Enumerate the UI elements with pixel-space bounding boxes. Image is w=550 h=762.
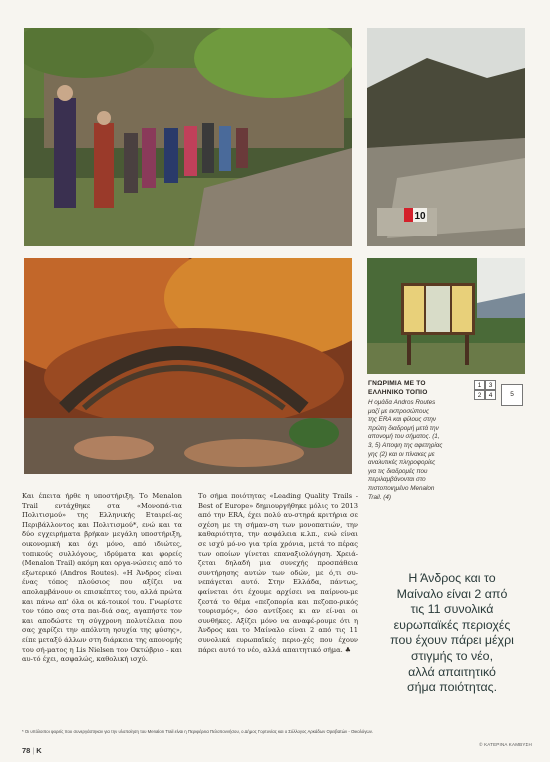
legend-cell-3: 3 xyxy=(485,380,496,390)
stone-path-marker-photo xyxy=(367,28,525,246)
trail-info-sign-photo xyxy=(367,258,525,374)
caption-text: Η ομάδα Andros Routes μαζί με εκπροσώπους της ERA και φίλους στην πρώτη διαδρομή μετά την απονομή του σήματος. (1, 3, 5) Αποψη της αφετηρίας γης (2) και οι πίνακες με αναλυτικές πληροφορίες για τις διαδρομές που περιλαμβάνονται στο πιστοποιημένο Menalon Trail. (4) xyxy=(368,399,443,501)
magazine-section: K xyxy=(36,746,42,755)
legend-cell-2: 2 xyxy=(474,390,485,400)
pull-quote: Η Άνδρος και το Μαίναλο είναι 2 από τις 11 συνολικά ευρωπαϊκές περιοχές που έχουν πάρει μέχρι στιγμής το νέο, αλλά απαιτητικό σήμα ποιότητας. xyxy=(390,571,514,695)
legend-cell-4: 4 xyxy=(485,390,496,400)
page-number-value: 78 xyxy=(22,746,31,755)
legend-cell-1: 1 xyxy=(474,380,485,390)
trail-marker-number: 10 xyxy=(414,211,426,222)
photo-credit: © ΚΑΤΕΡΙΝΑ ΚΑΜΒΥΣΗ xyxy=(479,742,532,747)
autumn-stone-bridge-photo xyxy=(24,258,352,474)
article-column-1: Και έπειτα ήρθε η υποστήριξη. Το Menalon Trail εντάχθηκε στα «Μονοπά-τια Πολιτισμού» της Ελληνικής Εταιρεί-ας Περιβάλλοντος και Πολιτισμού*, ενώ και τα δύο εγχειρήματα βρήκαν μεγάλη υποστήριξη, οικονομική και όχι μόνο, από ιδιώτες, τοπικούς συλλόγους, ιδρύματα και φορείς (Menalon Trail) ακόμη και οργα-νώσεις από το εξωτερικό (Andros Routes). «Η Άνδρος είναι ένας τόπος πλούσιος που αξίζει να απολαμβάνουν οι επισκέπτες του, αλλά πρώτα και πάνω απ' όλα οι κά-τοικοί του. Γνωρίστε τον τόπο σας στα παι-διά σας, αγαπήστε τον και αποδώστε τη σύγχρονη πολυτέλεια που σας χαρίζει την απόλυτη ησυχία της φύσης», είπε μεταξύ άλλων στη διάρκεια της απονομής του σή-ματος η Lis Nielsen τον Οκτώβριο - και αυ-τό έχει, ασφαλώς, καθολική ισχύ. xyxy=(22,492,182,664)
hikers-on-trail-photo xyxy=(24,28,352,246)
caption-title: ΓΝΩΡΙΜΙΑ ΜΕ ΤΟ ΕΛΛΗΝΙΚΟ ΤΟΠΙΟ xyxy=(368,380,428,396)
legend-cell-5: 5 xyxy=(501,384,523,406)
footnote: * Οι υπόλοιποι φορείς που συνεργάστηκαν για την υλοποίηση του Menalon Trail είναι η Περιφέρεια Πελοποννήσου, ο Δήμος Γορτυνίας και ο Σύλλογος Αρκάδων Ορειβατών - Οικολόγων. xyxy=(22,729,374,734)
article-column-2: Το σήμα ποιότητας «Leading Quality Trails - Best of Europe» δημιουργήθηκε μόλις το 2013 από την ERA, έχει πολύ αυ-στηρά κριτήρια σε σχέση με τη σήμαν-ση των μονοπατιών, την καθαριότητα, την ασφάλεια κ.λπ., ενώ είναι σε ισχύ μό-νο για τρία χρόνια, μετά το πέρας των οποίων γίνεται επαναξιολόγηση. Χρειά-ζεται δηλαδή μια συνεχής προσπάθεια συντήρησης αυτών των οδών, με ό,τι συ-νεπάγεται αυτό. Στην Ελλάδα, πάντως, φαίνεται ότι έχουμε αρχίσει να παίρνου-με ζεστά το θέμα «πεζοπορία και πεζοπο-ρικός τουρισμός», όσο αντίξοες κι αν εί-ναι οι συνθήκες. Αξίζει μόνο να αναφέ-ρουμε ότι η Άνδρος και το Μαίναλο είναι 2 από τις 11 συνολικά ευρωπαϊκές περιο-χές που έχουν πάρει αυτό το νέο, αλλά απαιτητικό σήμα. ♣ xyxy=(198,492,358,654)
page-number: 78 | K xyxy=(22,746,42,755)
